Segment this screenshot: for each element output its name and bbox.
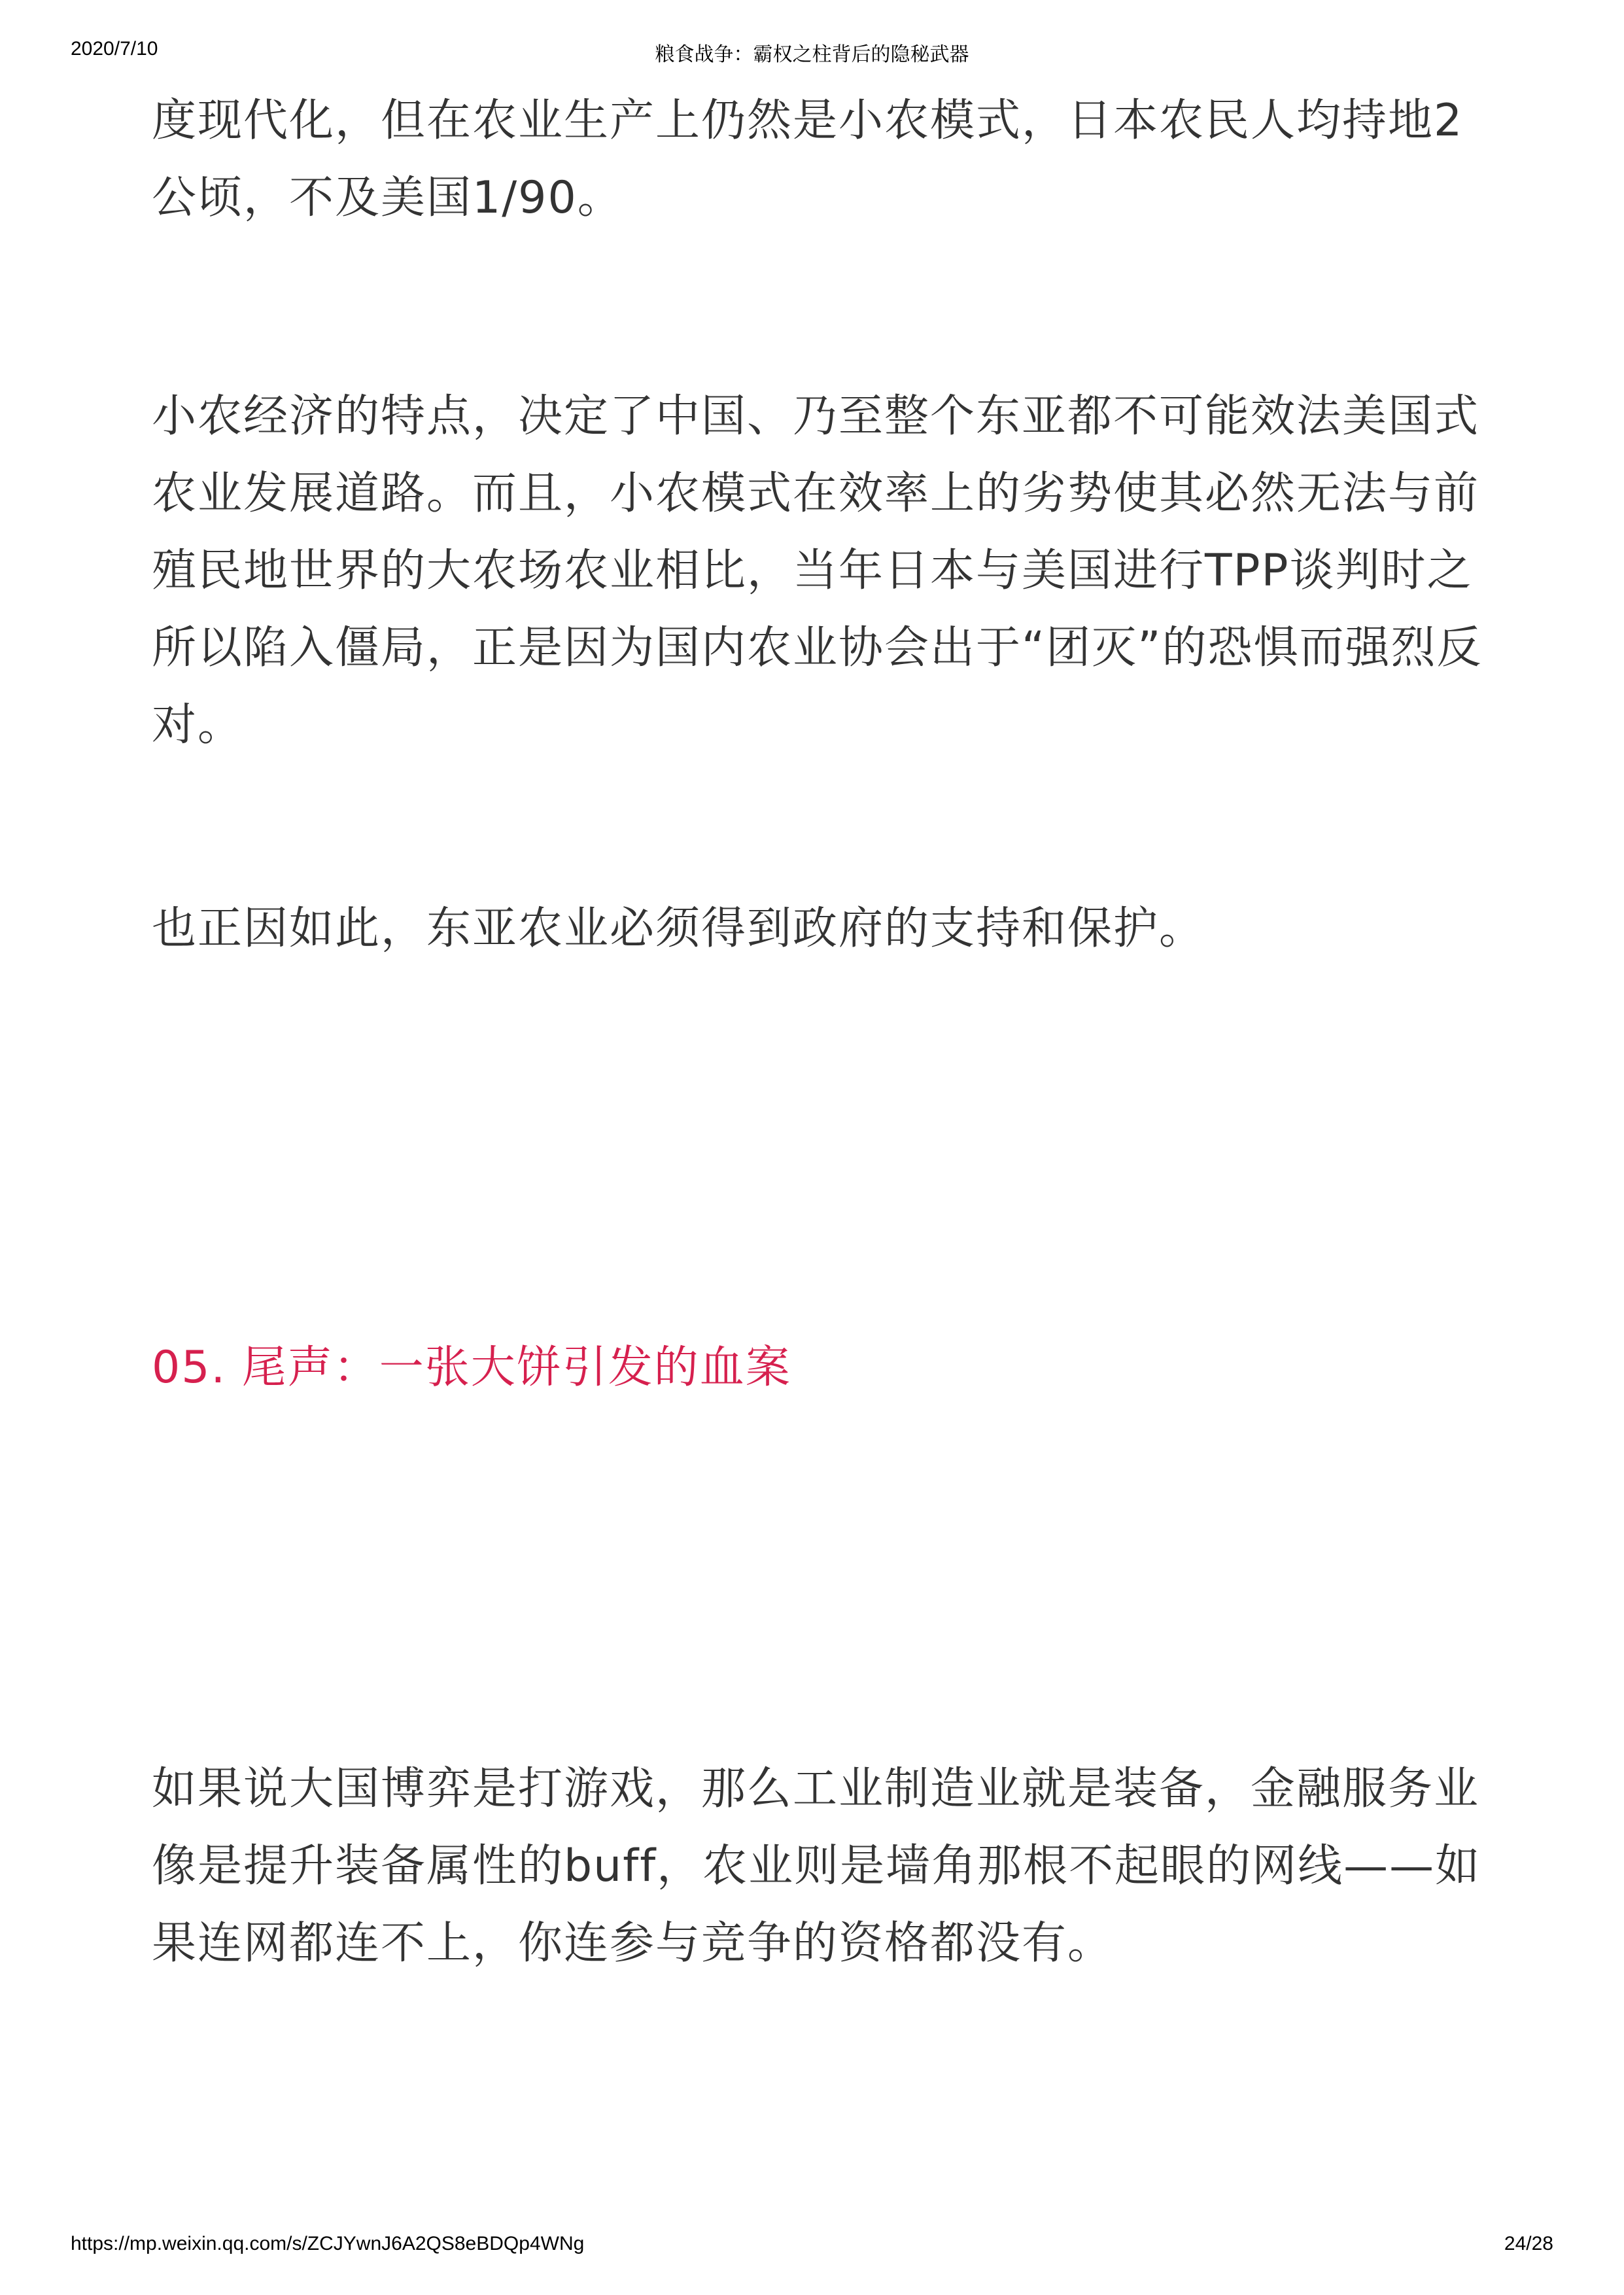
page-number: 24/28	[1504, 2233, 1553, 2254]
paragraph-game-analogy: 如果说大国博弈是打游戏，那么工业制造业就是装备，金融服务业像是提升装备属性的buff，农业则是墙角那根不起眼的网线——如果连网都连不上，你连参与竞争的资格都没有。	[152, 1763, 1481, 1969]
source-url: https://mp.weixin.qq.com/s/ZCJYwnJ6A2QS8eBDQp4WNg	[71, 2233, 585, 2254]
paragraph-government-support: 也正因如此，东亚农业必须得到政府的支持和保护。	[152, 903, 1205, 955]
section-heading: 05. 尾声：一张大饼引发的血案	[152, 1342, 791, 1393]
document-title: 粮食战争：霸权之柱背后的隐秘武器	[655, 43, 969, 66]
paragraph-small-farm-japan: 度现代化，但在农业生产上仍然是小农模式，日本农民人均持地2公顷，不及美国1/90。	[152, 95, 1464, 224]
paragraph-small-farm-economy: 小农经济的特点，决定了中国、乃至整个东亚都不可能效法美国式农业发展道路。而且，小农模式在效率上的劣势使其必然无法与前殖民地世界的大农场农业相比，当年日本与美国进行TPP谈判时之所以陷入僵局，正是因为国内农业协会出于“团灭”的恐惧而强烈反对。	[152, 391, 1483, 751]
print-date: 2020/7/10	[71, 38, 158, 60]
